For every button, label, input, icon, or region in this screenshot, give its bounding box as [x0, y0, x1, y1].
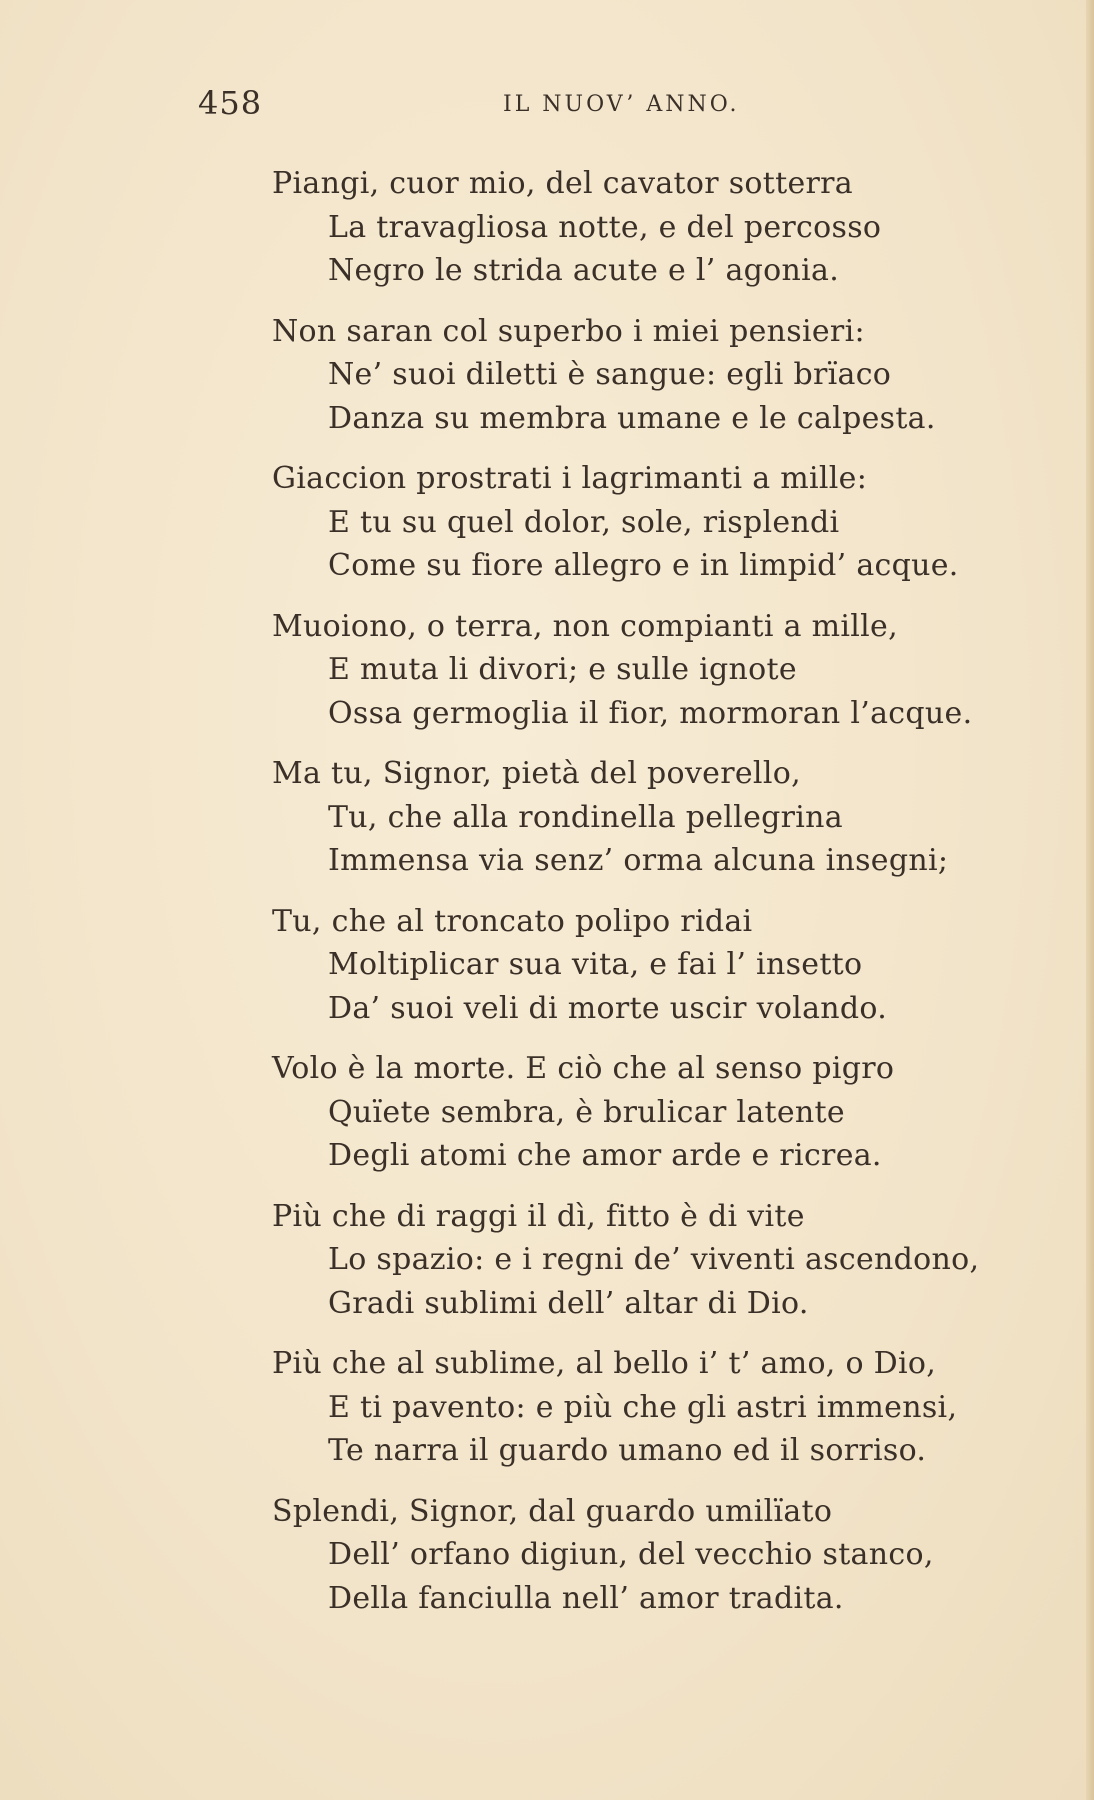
- verse-line: Da’ suoi veli di morte uscir volando.: [328, 990, 888, 1026]
- verse-line: Immensa via senz’ orma alcuna insegni;: [328, 843, 949, 878]
- running-header: [198, 84, 918, 124]
- verse-line: Dell’ orfano digiun, del vecchio stanco,: [328, 1537, 934, 1572]
- verse-line: E tu su quel dolor, sole, risplendi: [328, 504, 840, 540]
- verse-line: Gradi sublimi dell’ altar di Dio.: [328, 1285, 809, 1321]
- verse-line: Ma tu, Signor, pietà del poverello,: [272, 756, 801, 791]
- verse-line: La travagliosa notte, e del percosso: [328, 209, 882, 245]
- verse-line: Degli atomi che amor arde e ricrea.: [328, 1138, 882, 1173]
- verse-line: Come su fiore allegro e in limpid’ acque.: [328, 548, 959, 583]
- verse-line: Tu, che alla rondinella pellegrina: [328, 799, 843, 835]
- verse-line: Giaccion prostrati i lagrimanti a mille:: [272, 461, 868, 496]
- stanza: [272, 457, 1032, 588]
- verse-line: Moltiplicar sua vita, e fai l’ insetto: [328, 947, 863, 982]
- stanza: [272, 1490, 1032, 1621]
- verse-line: Più che al sublime, al bello i’ t’ amo, o Dio,: [272, 1346, 937, 1381]
- verse-line: Ossa germoglia il fior, mormoran l’acque.: [328, 695, 973, 731]
- verse-line: Più che di raggi il dì, fitto è di vite: [272, 1198, 805, 1234]
- verse-line: E muta li divori; e sulle ignote: [328, 652, 797, 687]
- poem-body: [272, 162, 1032, 1637]
- stanza: [272, 900, 1032, 1031]
- verse-line: Danza su membra umane e le calpesta.: [328, 400, 936, 436]
- stanza: [272, 162, 1032, 293]
- verse-line: Ne’ suoi diletti è sangue: egli brïaco: [328, 357, 892, 392]
- verse-line: E ti pavento: e più che gli astri immensi,: [328, 1389, 958, 1425]
- verse-line: Della fanciulla nell’ amor tradita.: [328, 1580, 844, 1616]
- verse-line: Quïete sembra, è brulicar latente: [328, 1094, 845, 1130]
- verse-line: Piangi, cuor mio, del cavator sotterra: [272, 166, 853, 201]
- stanza: [272, 1342, 1032, 1473]
- verse-line: Volo è la morte. E ciò che al senso pigro: [272, 1051, 895, 1086]
- verse-line: Te narra il guardo umano ed il sorriso.: [328, 1433, 927, 1468]
- stanza: [272, 605, 1032, 736]
- verse-line: Tu, che al troncato polipo ridai: [272, 903, 753, 939]
- verse-line: Negro le strida acute e l’ agonia.: [328, 253, 840, 288]
- stanza: [272, 1047, 1032, 1178]
- verse-line: Muoiono, o terra, non compianti a mille,: [272, 608, 898, 644]
- stanza: [272, 1195, 1032, 1326]
- stanza: [272, 752, 1032, 883]
- running-title: IL NUOV’ ANNO.: [503, 92, 740, 117]
- stanza: [272, 310, 1032, 441]
- verse-line: Non saran col superbo i miei pensieri:: [272, 313, 865, 349]
- page-number: 458: [198, 84, 263, 122]
- verse-line: Splendi, Signor, dal guardo umilïato: [272, 1493, 833, 1529]
- page-edge: [1086, 0, 1094, 1800]
- verse-line: Lo spazio: e i regni de’ viventi ascendono,: [328, 1242, 980, 1277]
